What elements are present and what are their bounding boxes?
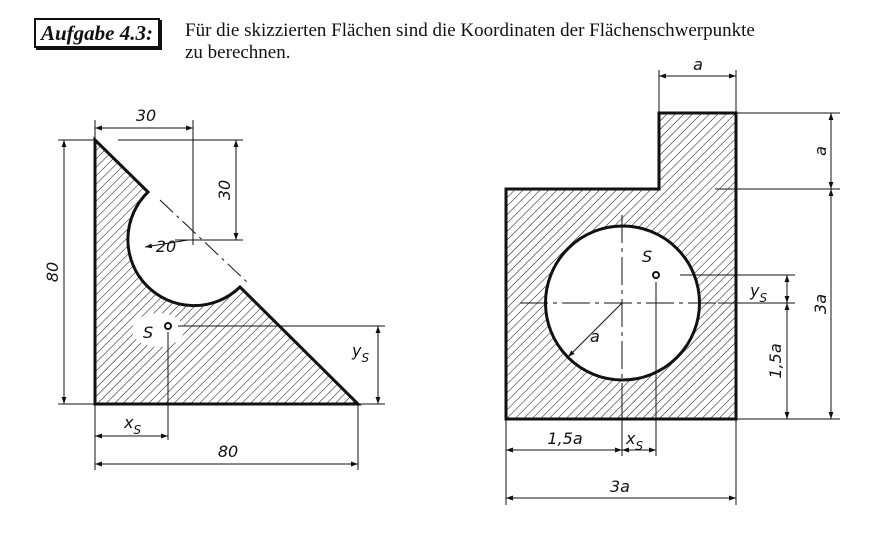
right-xs-letter: x: [626, 429, 636, 448]
right-hatched-area: [506, 113, 736, 419]
task-text-line-2: zu berechnen.: [185, 42, 291, 63]
right-figure: [506, 55, 840, 505]
left-xs-letter: x: [124, 413, 134, 432]
left-hatched-area: [95, 140, 358, 404]
right-dim-right-3a: 3a: [811, 294, 830, 314]
right-xs-label: [625, 429, 643, 453]
left-xs-subscript: S: [133, 423, 142, 437]
left-dim-radius-20: 20: [155, 237, 177, 256]
right-centroid-marker: [653, 272, 659, 278]
left-dim-width-80: 80: [217, 442, 239, 461]
left-ys-label: [351, 341, 369, 365]
right-dim-right-a: a: [811, 146, 830, 156]
left-dim-top-30: 30: [135, 106, 157, 125]
right-dim-top-a: a: [693, 55, 703, 74]
right-xs-subscript: S: [635, 439, 644, 453]
right-centroid-label: S: [642, 247, 653, 266]
right-radius-label: a: [590, 327, 600, 346]
right-dim-bottom-1-5a: 1,5a: [547, 429, 583, 448]
left-centroid-marker: [165, 323, 171, 329]
left-ys-letter: y: [352, 341, 362, 360]
task-text-line-1: Für die skizzierten Flächen sind die Koordinaten der Flächenschwerpunkte: [185, 20, 755, 41]
task-label: Aufgabe 4.3:: [34, 18, 160, 48]
left-dim-right-30: 30: [215, 179, 234, 201]
right-dim-bottom-3a: 3a: [610, 477, 630, 496]
left-xs-label: [123, 413, 141, 437]
right-ys-label: [749, 281, 767, 305]
right-dim-right-1-5a: 1,5a: [766, 343, 785, 379]
left-figure: [43, 106, 385, 470]
right-ys-letter: y: [750, 281, 760, 300]
right-ys-subscript: S: [759, 291, 768, 305]
left-centroid-label: S: [143, 323, 154, 342]
left-centroid-clear-area: [132, 313, 184, 347]
left-ys-subscript: S: [361, 351, 370, 365]
left-dim-height-80: 80: [43, 261, 62, 283]
